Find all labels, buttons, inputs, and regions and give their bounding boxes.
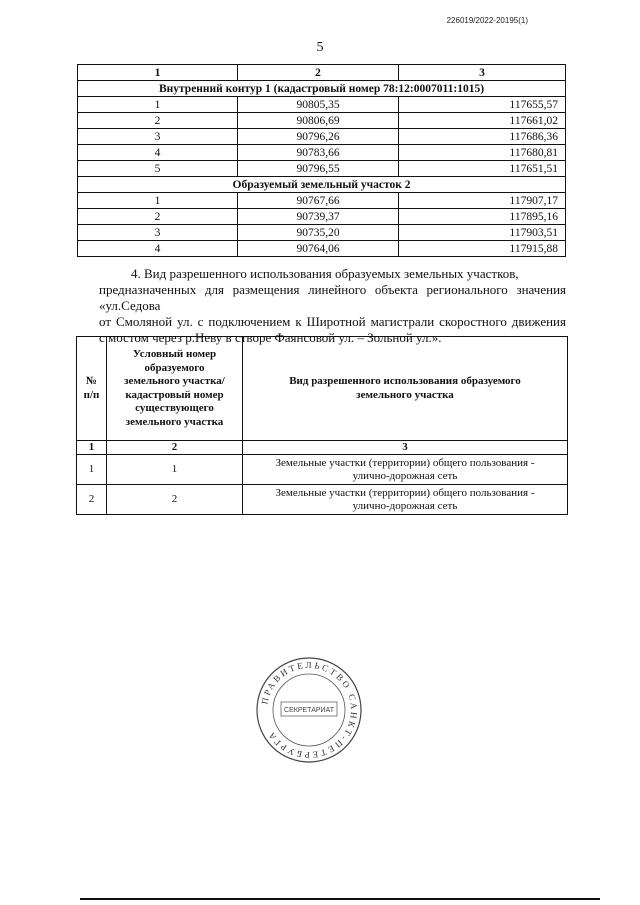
index-cell: 3: [243, 441, 568, 455]
section-title-row: [78, 81, 566, 97]
point-number: 1: [78, 193, 238, 209]
coordinate-y: 117661,02: [399, 113, 566, 129]
table-row: [78, 161, 566, 177]
permitted-use: Земельные участки (территории) общего пользования - улично-дорожная сеть: [243, 455, 568, 485]
table-row: [77, 455, 568, 485]
column-header-permitted-use: Вид разрешенного использования образуемого земельного участка: [243, 337, 568, 441]
header-cell: 3: [399, 65, 566, 81]
coordinate-y: 117915,88: [399, 241, 566, 257]
index-cell: 2: [107, 441, 243, 455]
point-number: 3: [78, 225, 238, 241]
parcel-number: 2: [107, 485, 243, 515]
document-id: 226019/2022-20195(1): [446, 16, 528, 25]
table-row: [78, 241, 566, 257]
coordinates-table: [77, 64, 566, 257]
coordinate-y: 117655,57: [399, 97, 566, 113]
index-cell: 1: [77, 441, 107, 455]
section-title: Образуемый земельный участок 2: [78, 177, 566, 193]
point-number: 2: [78, 209, 238, 225]
coordinate-y: 117651,51: [399, 161, 566, 177]
section-title: Внутренний контур 1 (кадастровый номер 78:12:0007011:1015): [78, 81, 566, 97]
table-row: [78, 129, 566, 145]
seal-ring-text: ПРАВИТЕЛЬСТВО САНКТ-ПЕТЕРБУРГА: [259, 659, 360, 761]
column-header-parcel-number: Условный номер образуемого земельного участка/кадастровый номер существующего земельного участка: [107, 337, 243, 441]
land-use-index-row: [77, 441, 568, 455]
official-seal-stamp: [255, 656, 363, 764]
table-row: [77, 485, 568, 515]
header-cell: 1: [78, 65, 238, 81]
table-row: [78, 209, 566, 225]
paragraph-4: [99, 266, 566, 346]
point-number: 1: [78, 97, 238, 113]
parcel-number: 1: [107, 455, 243, 485]
point-number: 4: [78, 145, 238, 161]
section-title-row: [78, 177, 566, 193]
coordinate-y: 117895,16: [399, 209, 566, 225]
paragraph-line: с мостом через р.Неву в створе Фаянсовой ул. – Зольной ул.».: [99, 330, 442, 345]
coordinate-y: 117686,36: [399, 129, 566, 145]
permitted-use: Земельные участки (территории) общего пользования - улично-дорожная сеть: [243, 485, 568, 515]
coordinates-header-row: [78, 65, 566, 81]
row-number: 1: [77, 455, 107, 485]
coordinate-x: 90767,66: [238, 193, 399, 209]
table-row: [78, 113, 566, 129]
paragraph-line: 4. Вид разрешенного использования образуемых земельных участков,: [131, 266, 519, 281]
point-number: 5: [78, 161, 238, 177]
coordinate-x: 90735,20: [238, 225, 399, 241]
coordinate-x: 90796,26: [238, 129, 399, 145]
row-number: 2: [77, 485, 107, 515]
point-number: 2: [78, 113, 238, 129]
table-row: [78, 145, 566, 161]
coordinate-x: 90739,37: [238, 209, 399, 225]
table-row: [78, 193, 566, 209]
column-header-number: № п/п: [77, 337, 107, 441]
land-use-header-row: [77, 337, 568, 441]
coordinate-x: 90806,69: [238, 113, 399, 129]
footer-rule: [80, 898, 600, 900]
seal-center-text: СЕКРЕТАРИАТ: [284, 707, 334, 714]
coordinate-y: 117903,51: [399, 225, 566, 241]
coordinate-y: 117680,81: [399, 145, 566, 161]
coordinate-x: 90764,06: [238, 241, 399, 257]
page-number: 5: [316, 40, 324, 55]
coordinate-x: 90805,35: [238, 97, 399, 113]
table-row: [78, 225, 566, 241]
coordinate-x: 90783,66: [238, 145, 399, 161]
coordinate-x: 90796,55: [238, 161, 399, 177]
coordinate-y: 117907,17: [399, 193, 566, 209]
paragraph-line: предназначенных для размещения линейного объекта регионального значения «ул.Седова: [99, 282, 566, 313]
land-use-table: [76, 336, 568, 515]
table-row: [78, 97, 566, 113]
point-number: 4: [78, 241, 238, 257]
header-cell: 2: [238, 65, 399, 81]
paragraph-line: от Смоляной ул. с подключением к Широтной магистрали скоростного движения: [99, 314, 566, 329]
point-number: 3: [78, 129, 238, 145]
